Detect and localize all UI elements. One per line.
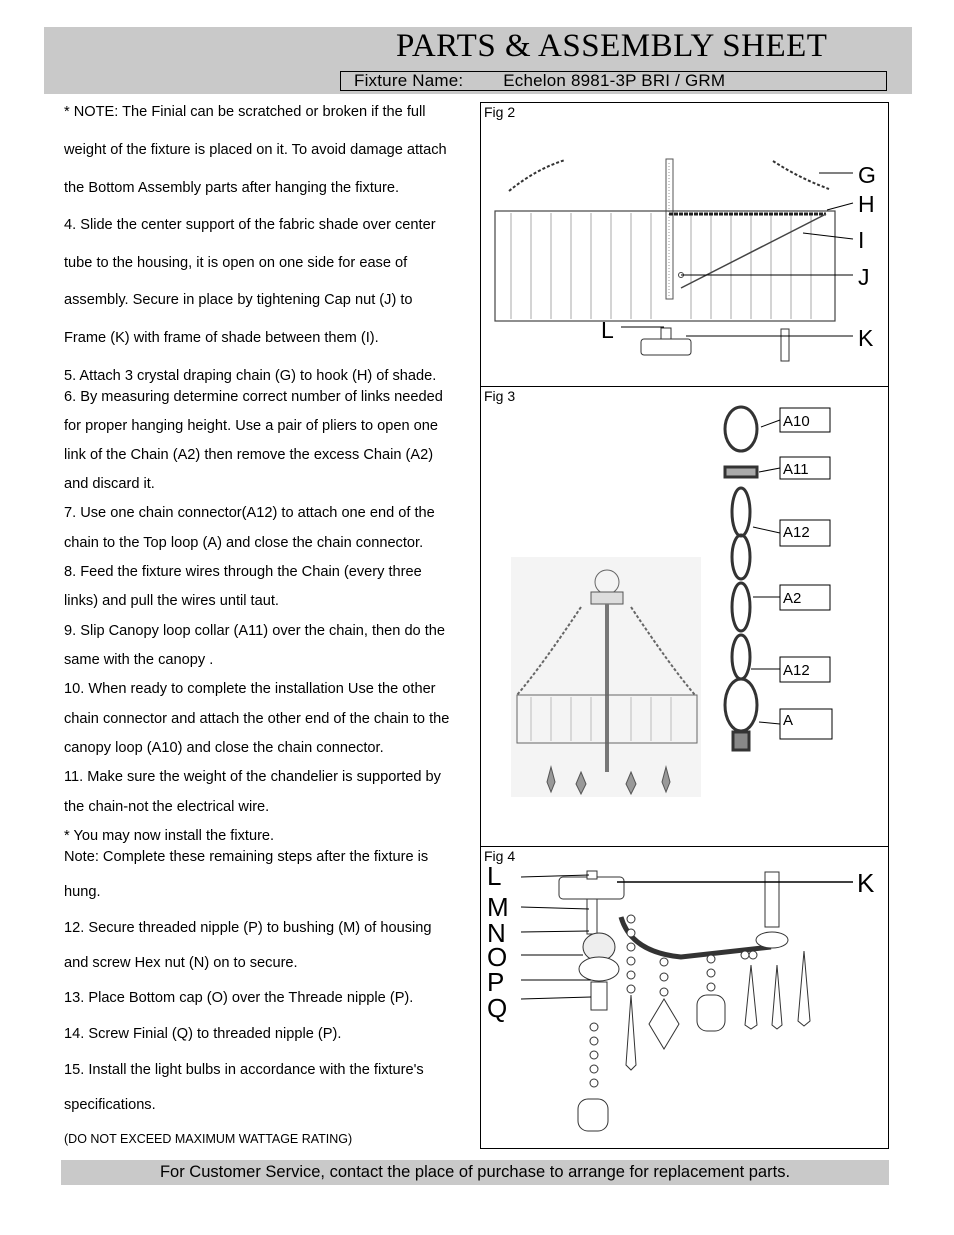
instruction-line: Frame (K) with frame of shade between them (I). bbox=[64, 330, 379, 346]
instruction-line: hung. bbox=[64, 884, 101, 900]
fig4-letter-p: P bbox=[487, 967, 505, 997]
instruction-line: assembly. Secure in place by tightening Cap nut (J) to bbox=[64, 292, 413, 308]
instruction-line: 9. Slip Canopy loop collar (A11) over the chain, then do the bbox=[64, 623, 446, 639]
instruction-line: 10. When ready to complete the installation Use the other bbox=[64, 681, 436, 697]
fig2-letter-l: L bbox=[601, 317, 614, 343]
page-title: PARTS & ASSEMBLY SHEET bbox=[396, 28, 828, 64]
instruction-line: the chain-not the electrical wire. bbox=[64, 799, 270, 815]
instruction-line: 4. Slide the center support of the fabric shade over center bbox=[64, 217, 436, 233]
instruction-line: link of the Chain (A2) then remove the excess Chain (A2) bbox=[64, 447, 434, 463]
instruction-line: 12. Secure threaded nipple (P) to bushing (M) of housing bbox=[64, 920, 432, 936]
instruction-line: * You may now install the fixture. bbox=[64, 828, 275, 844]
fig4-letter-m: M bbox=[487, 892, 509, 922]
instruction-line: same with the canopy . bbox=[64, 652, 214, 668]
part-label-a12-lower: A12 bbox=[783, 662, 810, 679]
fig4-letter-k: K bbox=[857, 868, 875, 898]
instruction-line: weight of the fixture is placed on it. To avoid damage attach bbox=[64, 142, 447, 158]
instruction-line: 7. Use one chain connector(A12) to attach one end of the bbox=[64, 505, 435, 521]
instruction-line: tube to the housing, it is open on one side for ease of bbox=[64, 255, 408, 271]
fig2-label: Fig 2 bbox=[484, 104, 516, 120]
instruction-line: specifications. bbox=[64, 1097, 156, 1113]
fixture-name-box bbox=[340, 71, 887, 91]
chandelier-chain-diagram bbox=[481, 387, 890, 849]
customer-service-footer: For Customer Service, contact the place of purchase to arrange for replacement parts. bbox=[61, 1160, 889, 1185]
wattage-warning: (DO NOT EXCEED MAXIMUM WATTAGE RATING) bbox=[64, 1132, 353, 1146]
instruction-line: Note: Complete these remaining steps after the fixture is bbox=[64, 849, 429, 865]
instruction-line: the Bottom Assembly parts after hanging the fixture. bbox=[64, 180, 400, 196]
fig4-letter-q: Q bbox=[487, 993, 508, 1023]
fig2-letter-i: I bbox=[858, 227, 865, 253]
instruction-line: 6. By measuring determine correct number of links needed bbox=[64, 389, 443, 405]
instruction-line: and screw Hex nut (N) on to secure. bbox=[64, 955, 298, 971]
instruction-line: chain to the Top loop (A) and close the chain connector. bbox=[64, 535, 424, 551]
figure-3 bbox=[480, 386, 889, 848]
fig4-label: Fig 4 bbox=[484, 848, 516, 864]
instruction-line: canopy loop (A10) and close the chain connector. bbox=[64, 740, 384, 756]
figure-2 bbox=[480, 102, 889, 388]
instruction-line: for proper hanging height. Use a pair of pliers to open one bbox=[64, 418, 439, 434]
fig4-letter-l: L bbox=[487, 861, 502, 891]
part-label-a10: A10 bbox=[783, 413, 810, 430]
fig2-letter-h: H bbox=[858, 191, 875, 217]
instruction-line: and discard it. bbox=[64, 476, 155, 492]
part-label-a12: A12 bbox=[783, 524, 810, 541]
instruction-line: chain connector and attach the other end of the chain to the bbox=[64, 711, 450, 727]
fig4-letter-o: O bbox=[487, 942, 508, 972]
fig2-letter-k: K bbox=[858, 325, 874, 351]
instruction-line: 5. Attach 3 crystal draping chain (G) to hook (H) of shade. bbox=[64, 368, 437, 384]
part-label-a2: A2 bbox=[783, 590, 802, 607]
part-label-a: A bbox=[783, 712, 794, 729]
bottom-assembly-diagram bbox=[481, 847, 890, 1150]
instruction-line: 8. Feed the fixture wires through the Chain (every three bbox=[64, 564, 422, 580]
instruction-line: 14. Screw Finial (Q) to threaded nipple (P). bbox=[64, 1026, 342, 1042]
fig4-letter-n: N bbox=[487, 918, 506, 948]
fixture-value: Echelon 8981-3P BRI / GRM bbox=[503, 71, 726, 90]
fig2-letter-j: J bbox=[858, 264, 870, 290]
fig3-label: Fig 3 bbox=[484, 388, 516, 404]
instruction-line: * NOTE: The Finial can be scratched or broken if the full bbox=[64, 104, 426, 120]
instruction-line: links) and pull the wires until taut. bbox=[64, 593, 279, 609]
instruction-line: 11. Make sure the weight of the chandelier is supported by bbox=[64, 769, 441, 785]
part-label-a11: A11 bbox=[783, 461, 809, 478]
instruction-line: 15. Install the light bulbs in accordance with the fixture's bbox=[64, 1062, 424, 1078]
instruction-line: 13. Place Bottom cap (O) over the Threade nipple (P). bbox=[64, 990, 414, 1006]
figure-4 bbox=[480, 846, 889, 1149]
shade-assembly-diagram bbox=[481, 103, 890, 389]
fixture-label: Fixture Name: bbox=[354, 71, 464, 90]
fig2-letter-g: G bbox=[858, 162, 876, 188]
